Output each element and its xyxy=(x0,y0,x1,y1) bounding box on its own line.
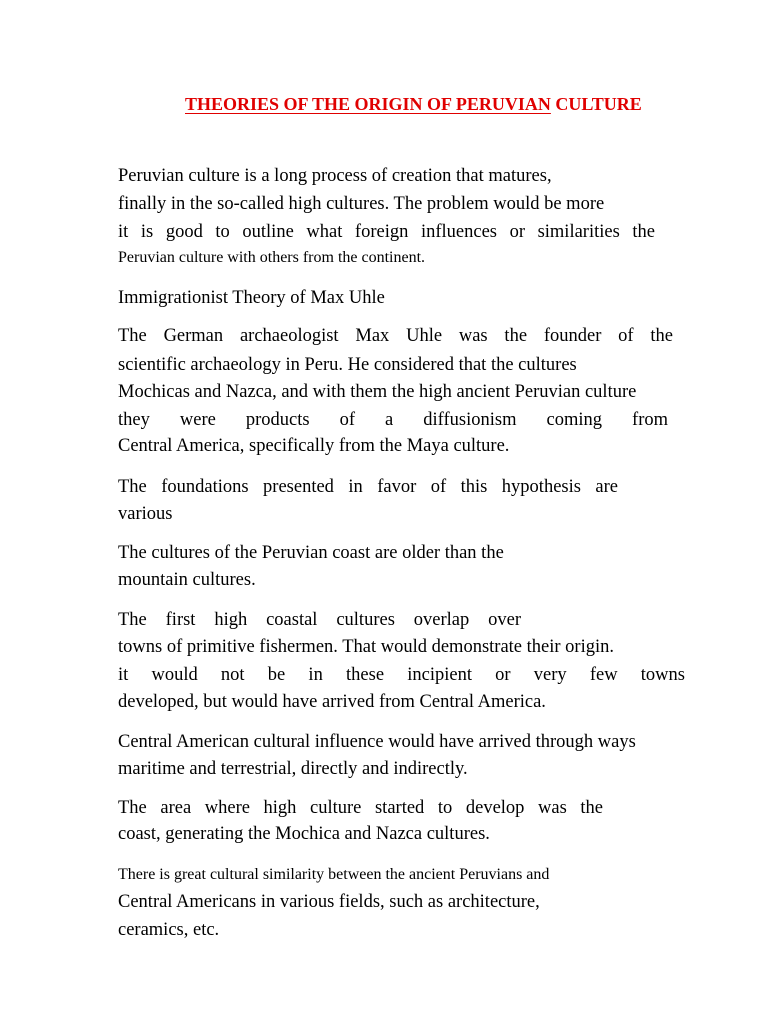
paragraph-line: towns of primitive fishermen. That would demonstrate their origin. xyxy=(118,637,614,657)
paragraph-line: mountain cultures. xyxy=(118,570,256,590)
document-title xyxy=(185,94,642,115)
paragraph-line: Central Americans in various fields, such as architecture, xyxy=(118,892,540,912)
paragraph-line: The cultures of the Peruvian coast are older than the xyxy=(118,543,504,563)
paragraph-line: scientific archaeology in Peru. He considered that the cultures xyxy=(118,355,577,375)
paragraph-line: The first high coastal cultures overlap over xyxy=(118,610,521,630)
paragraph-line: maritime and terrestrial, directly and indirectly. xyxy=(118,759,468,779)
paragraph-line: developed, but would have arrived from Central America. xyxy=(118,692,546,712)
title-rest: CULTURE xyxy=(550,94,642,114)
paragraph-line: finally in the so-called high cultures. The problem would be more xyxy=(118,194,605,214)
paragraph-line: it is good to outline what foreign influences or similarities the xyxy=(118,222,655,242)
paragraph-line: There is great cultural similarity between the ancient Peruvians and xyxy=(118,866,550,883)
section-heading: Immigrationist Theory of Max Uhle xyxy=(118,288,385,308)
paragraph-line: ceramics, etc. xyxy=(118,920,220,940)
paragraph-line: Central America, specifically from the Maya culture. xyxy=(118,436,510,456)
paragraph-line: The German archaeologist Max Uhle was the founder of the xyxy=(118,326,673,346)
paragraph-line: various xyxy=(118,504,173,524)
paragraph-line: Peruvian culture is a long process of creation that matures, xyxy=(118,166,552,186)
title-underlined-part: THEORIES OF THE ORIGIN OF PERUVIAN xyxy=(185,94,551,114)
paragraph-line: The area where high culture started to develop was the xyxy=(118,798,603,818)
paragraph-line: Central American cultural influence would have arrived through ways xyxy=(118,732,636,752)
paragraph-line: The foundations presented in favor of this hypothesis are xyxy=(118,477,618,497)
paragraph-line: they were products of a diffusionism coming from xyxy=(118,410,668,430)
paragraph-line: Mochicas and Nazca, and with them the high ancient Peruvian culture xyxy=(118,382,637,402)
paragraph-line: it would not be in these incipient or very few towns xyxy=(118,665,685,685)
paragraph-line: coast, generating the Mochica and Nazca cultures. xyxy=(118,824,490,844)
paragraph-line: Peruvian culture with others from the continent. xyxy=(118,249,426,266)
